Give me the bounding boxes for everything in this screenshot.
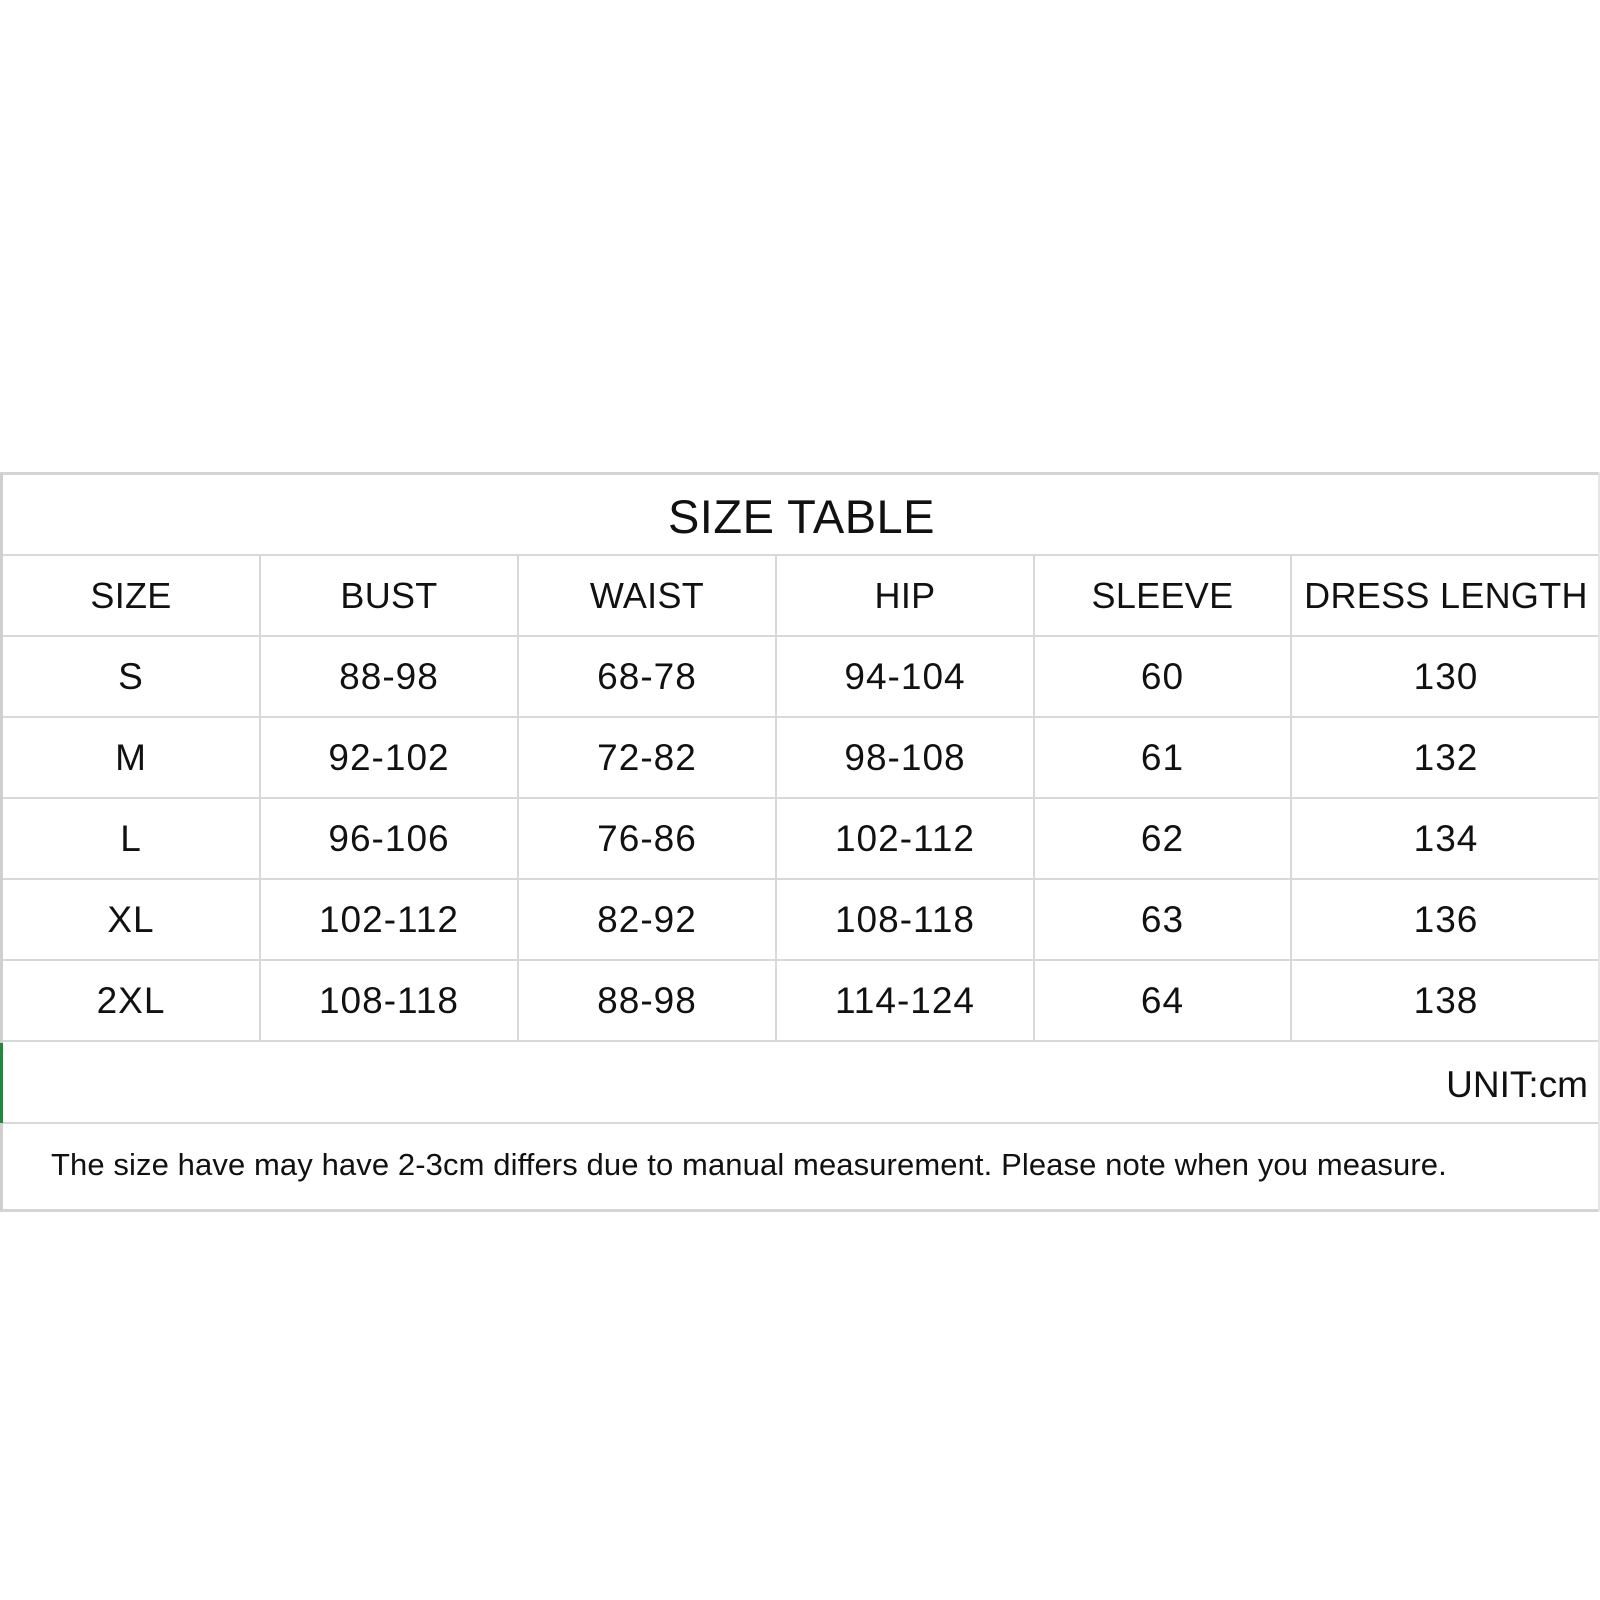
cell-sleeve: 62	[1035, 799, 1292, 878]
cell-size: 2XL	[3, 961, 261, 1040]
column-header-waist: WAIST	[519, 556, 777, 635]
cell-dress-length: 134	[1413, 817, 1479, 859]
cell-hip: 114-124	[777, 961, 1035, 1040]
cell-hip: 94-104	[777, 637, 1035, 716]
cell-size: XL	[3, 880, 261, 959]
table-row	[3, 637, 1600, 718]
unit-row	[3, 1043, 1600, 1124]
cell-dress-length: 130	[1413, 655, 1479, 697]
cell-size: L	[3, 799, 261, 878]
cell-bust: 108-118	[261, 961, 519, 1040]
cell-hip: 108-118	[777, 880, 1035, 959]
column-header-dress-length: DRESS LENGTH	[1304, 574, 1588, 616]
cell-sleeve: 63	[1035, 880, 1292, 959]
cell-waist: 72-82	[519, 718, 777, 797]
column-header-hip: HIP	[777, 556, 1035, 635]
cell-sleeve: 60	[1035, 637, 1292, 716]
header-row	[3, 556, 1600, 637]
cell-size: S	[3, 637, 261, 716]
note-row	[3, 1124, 1600, 1205]
cell-hip: 102-112	[777, 799, 1035, 878]
unit-label: UNIT:cm	[1446, 1063, 1588, 1105]
cell-dress-length: 136	[1413, 898, 1479, 940]
table-row	[3, 718, 1600, 799]
cell-bust: 92-102	[261, 718, 519, 797]
cell-dress-length: 138	[1413, 979, 1479, 1021]
column-header-bust: BUST	[261, 556, 519, 635]
cell-bust: 88-98	[261, 637, 519, 716]
cell-waist: 88-98	[519, 961, 777, 1040]
table-row	[3, 880, 1600, 961]
cell-dress-length: 132	[1413, 736, 1479, 778]
cell-waist: 68-78	[519, 637, 777, 716]
table-title: SIZE TABLE	[667, 490, 936, 543]
column-header-size: SIZE	[3, 556, 261, 635]
cell-bust: 102-112	[261, 880, 519, 959]
size-table	[0, 472, 1600, 1212]
measurement-note: The size have may have 2-3cm differs due to manual measurement. Please note when you measure.	[51, 1146, 1447, 1182]
cell-sleeve: 61	[1035, 718, 1292, 797]
cell-hip: 98-108	[777, 718, 1035, 797]
cell-waist: 76-86	[519, 799, 777, 878]
table-row	[3, 799, 1600, 880]
cell-waist: 82-92	[519, 880, 777, 959]
cell-size: M	[3, 718, 261, 797]
column-header-sleeve: SLEEVE	[1035, 556, 1292, 635]
cell-sleeve: 64	[1035, 961, 1292, 1040]
cell-bust: 96-106	[261, 799, 519, 878]
table-title-row	[3, 475, 1600, 556]
table-row	[3, 961, 1600, 1042]
